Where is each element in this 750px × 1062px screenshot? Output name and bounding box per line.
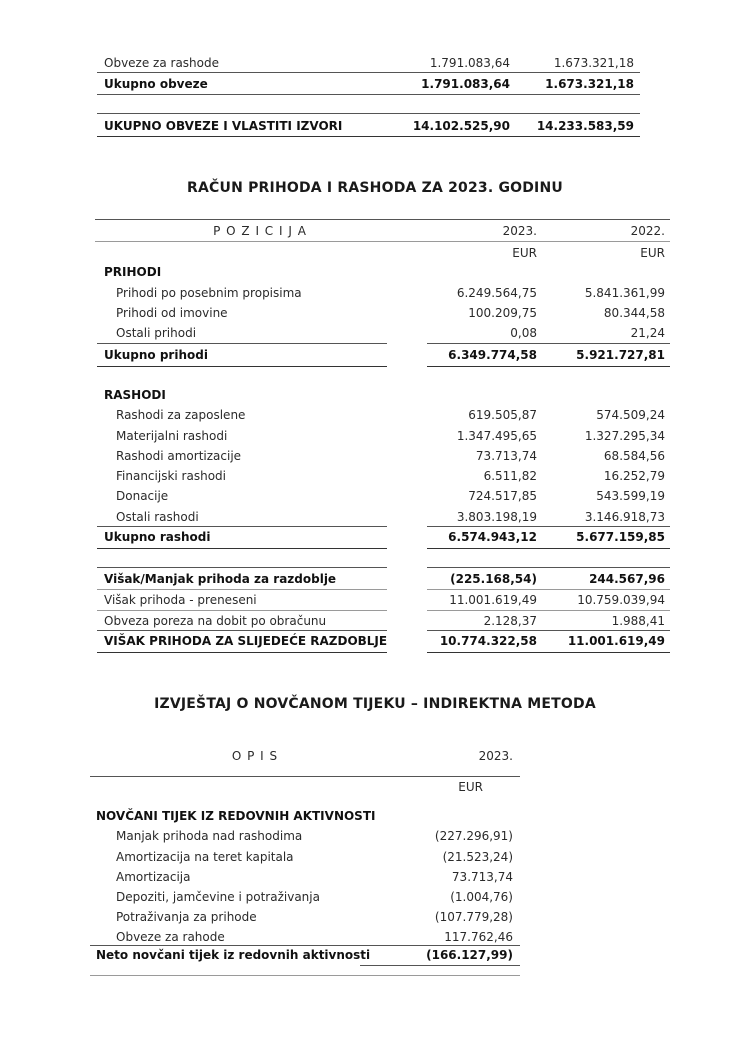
row-label: Amortizacija na teret kapitala bbox=[116, 850, 294, 864]
value-2023: (1.004,76) bbox=[450, 890, 513, 904]
divider bbox=[360, 965, 520, 966]
row-label: Obveze za rashode bbox=[104, 56, 219, 70]
row-label: Rashodi za zaposlene bbox=[116, 408, 246, 422]
value-2023: 724.517,85 bbox=[468, 489, 537, 503]
row-label: Manjak prihoda nad rashodima bbox=[116, 829, 303, 843]
cur-2023: EUR bbox=[512, 246, 537, 260]
divider bbox=[427, 652, 670, 653]
row-label: Depoziti, jamčevine i potraživanja bbox=[116, 890, 320, 904]
value-2022: 21,24 bbox=[630, 326, 665, 340]
divider bbox=[97, 72, 640, 73]
value-2023: (21.523,24) bbox=[442, 850, 513, 864]
cur-2022: EUR bbox=[640, 246, 665, 260]
divider bbox=[95, 219, 670, 220]
value-2023: 3.803.198,19 bbox=[456, 510, 537, 524]
divider bbox=[427, 589, 670, 590]
divider bbox=[97, 567, 387, 568]
divider bbox=[97, 610, 387, 611]
divider bbox=[427, 630, 670, 631]
divider bbox=[97, 113, 640, 114]
row-label: Ostali rashodi bbox=[116, 510, 199, 524]
value-2022: 574.509,24 bbox=[596, 408, 665, 422]
cashflow-title: IZVJEŠTAJ O NOVČANOM TIJEKU – INDIREKTNA METODA bbox=[154, 696, 596, 712]
divider bbox=[97, 630, 387, 631]
value-2022: 14.233.583,59 bbox=[536, 119, 634, 133]
value-2023: 117.762,46 bbox=[444, 930, 513, 944]
value-2023: 73.713,74 bbox=[451, 870, 513, 884]
value-2022: 1.327.295,34 bbox=[584, 429, 665, 443]
value-2022: 5.921.727,81 bbox=[576, 348, 665, 362]
divider bbox=[427, 548, 670, 549]
prihodi-heading: PRIHODI bbox=[104, 265, 162, 279]
row-label: Prihodi od imovine bbox=[116, 306, 228, 320]
col-2022: 2022. bbox=[630, 224, 665, 238]
divider bbox=[427, 343, 670, 344]
value-2023: 0,08 bbox=[510, 326, 537, 340]
value-2022: 1.988,41 bbox=[611, 614, 665, 628]
col-opis: O P I S bbox=[231, 749, 279, 763]
cashflow-heading: NOVČANI TIJEK IZ REDOVNIH AKTIVNOSTI bbox=[96, 809, 376, 823]
row-label: Neto novčani tijek iz redovnih aktivnosti bbox=[96, 948, 371, 962]
divider bbox=[90, 945, 520, 946]
value-2023: 6.249.564,75 bbox=[456, 286, 537, 300]
divider bbox=[95, 241, 670, 242]
divider bbox=[97, 652, 387, 653]
divider bbox=[97, 343, 387, 344]
row-label: Ukupno obveze bbox=[104, 77, 208, 91]
divider bbox=[97, 548, 387, 549]
value-2023: (227.296,91) bbox=[434, 829, 513, 843]
divider bbox=[90, 975, 520, 976]
value-2023: (107.779,28) bbox=[434, 910, 513, 924]
value-2023: 73.713,74 bbox=[475, 449, 537, 463]
value-2022: 68.584,56 bbox=[603, 449, 665, 463]
row-label: Donacije bbox=[116, 489, 169, 503]
rashodi-heading: RASHODI bbox=[104, 388, 166, 402]
divider bbox=[427, 526, 670, 527]
value-2022: 11.001.619,49 bbox=[567, 634, 665, 648]
value-2022: 1.673.321,18 bbox=[545, 77, 634, 91]
value-2023: 6.511,82 bbox=[483, 469, 537, 483]
divider bbox=[97, 366, 387, 367]
row-label: Ukupno prihodi bbox=[104, 348, 208, 362]
row-label: VIŠAK PRIHODA ZA SLIJEDEĆE RAZDOBLJE bbox=[104, 634, 388, 648]
row-label: Obveze za rahode bbox=[116, 930, 225, 944]
value-2022: 5.841.361,99 bbox=[584, 286, 665, 300]
row-label: Ukupno rashodi bbox=[104, 530, 211, 544]
value-2023: (166.127,99) bbox=[426, 948, 513, 962]
value-2023: 14.102.525,90 bbox=[412, 119, 510, 133]
value-2022: 80.344,58 bbox=[603, 306, 665, 320]
value-2023: 10.774.322,58 bbox=[439, 634, 537, 648]
divider bbox=[90, 776, 520, 777]
value-2023: 100.209,75 bbox=[468, 306, 537, 320]
divider bbox=[97, 136, 640, 137]
value-2023: 1.791.083,64 bbox=[421, 77, 510, 91]
income-title: RAČUN PRIHODA I RASHODA ZA 2023. GODINU bbox=[187, 180, 563, 196]
col-pozicija: P O Z I C I J A bbox=[213, 224, 307, 238]
value-2023: 1.347.495,65 bbox=[456, 429, 537, 443]
value-2023: (225.168,54) bbox=[450, 572, 537, 586]
value-2022: 1.673.321,18 bbox=[553, 56, 634, 70]
row-label: Potraživanja za prihode bbox=[116, 910, 257, 924]
divider bbox=[427, 366, 670, 367]
row-label: Rashodi amortizacije bbox=[116, 449, 242, 463]
value-2023: 619.505,87 bbox=[468, 408, 537, 422]
divider bbox=[427, 610, 670, 611]
row-label: Obveza poreza na dobit po obračunu bbox=[104, 614, 327, 628]
value-2023: 1.791.083,64 bbox=[429, 56, 510, 70]
value-2023: 11.001.619,49 bbox=[449, 593, 537, 607]
row-label: Amortizacija bbox=[116, 870, 191, 884]
value-2022: 543.599,19 bbox=[596, 489, 665, 503]
col-2023: 2023. bbox=[502, 224, 537, 238]
divider bbox=[97, 94, 640, 95]
value-2022: 5.677.159,85 bbox=[576, 530, 665, 544]
value-2023: 2.128,37 bbox=[483, 614, 537, 628]
divider bbox=[97, 589, 387, 590]
row-label: UKUPNO OBVEZE I VLASTITI IZVORI bbox=[104, 119, 343, 133]
value-2022: 244.567,96 bbox=[589, 572, 665, 586]
row-label: Financijski rashodi bbox=[116, 469, 226, 483]
col-2023: 2023. bbox=[478, 749, 513, 763]
row-label: Materijalni rashodi bbox=[116, 429, 228, 443]
row-label: Višak/Manjak prihoda za razdoblje bbox=[104, 572, 337, 586]
value-2022: 3.146.918,73 bbox=[584, 510, 665, 524]
value-2023: 6.349.774,58 bbox=[448, 348, 537, 362]
row-label: Višak prihoda - preneseni bbox=[104, 593, 257, 607]
value-2023: 6.574.943,12 bbox=[448, 530, 537, 544]
divider bbox=[97, 526, 387, 527]
row-label: Ostali prihodi bbox=[116, 326, 197, 340]
cur-2023: EUR bbox=[458, 780, 483, 794]
divider bbox=[427, 567, 670, 568]
value-2022: 10.759.039,94 bbox=[577, 593, 665, 607]
value-2022: 16.252,79 bbox=[603, 469, 665, 483]
row-label: Prihodi po posebnim propisima bbox=[116, 286, 302, 300]
